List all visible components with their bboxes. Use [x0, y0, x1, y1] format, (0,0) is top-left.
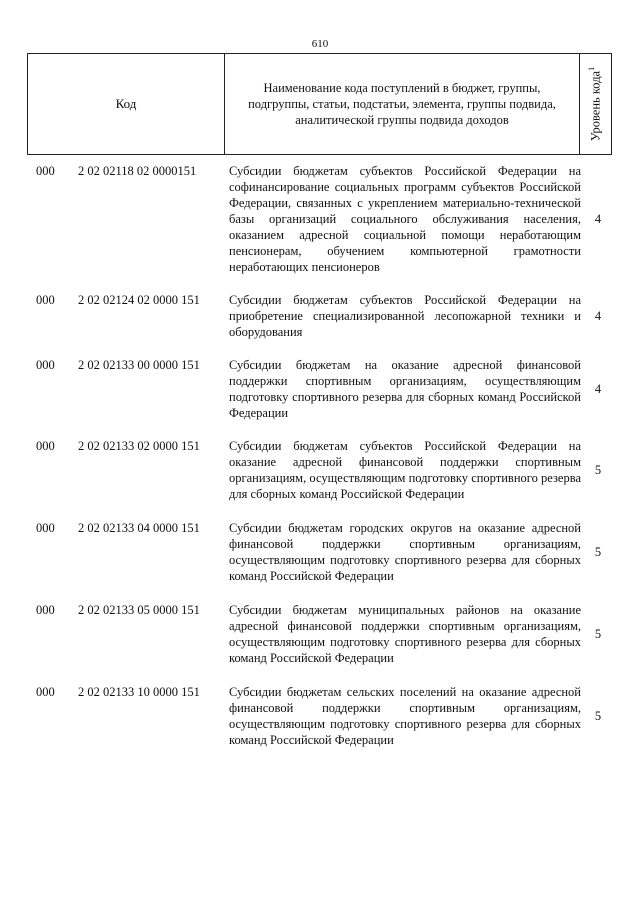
admin-code: 000 [36, 603, 55, 617]
revenue-name: Субсидии бюджетам субъектов Российской Федерации на приобретение специализированной лесопожарной техники и оборудования [229, 293, 581, 339]
header-level-text [587, 67, 603, 141]
admin-code: 000 [36, 685, 55, 699]
header-code: Код [28, 54, 225, 154]
revenue-name: Субсидии бюджетам сельских поселений на оказание адресной финансовой поддержки спортивным организациям, осуществляющим подготовку спортивного резерва для сборных команд Российской Федерации [229, 685, 581, 747]
header-level [580, 54, 611, 154]
code-level: 5 [594, 627, 602, 641]
revenue-code: 2 02 02133 10 0000 151 [78, 685, 200, 699]
revenue-name: Субсидии бюджетам городских округов на оказание адресной финансовой поддержки спортивным организациям, осуществляющим подготовку спортивного резерва для сборных команд Российской Федерации [229, 521, 581, 583]
header-level-footnote: 1 [587, 66, 597, 71]
revenue-code: 2 02 02133 02 0000 151 [78, 439, 200, 453]
code-level: 4 [594, 309, 602, 323]
table-header [27, 53, 612, 155]
page-number: 610 [311, 38, 329, 50]
admin-code: 000 [36, 164, 55, 178]
admin-code: 000 [36, 439, 55, 453]
revenue-name: Субсидии бюджетам субъектов Российской Федерации на оказание адресной финансовой поддержки спортивным организациям, осуществляющим подготовку спортивного резерва для сборных команд Российской Федерации [229, 439, 581, 501]
revenue-code: 2 02 02133 05 0000 151 [78, 603, 200, 617]
code-level: 4 [594, 382, 602, 396]
code-level: 5 [594, 545, 602, 559]
revenue-code: 2 02 02124 02 0000 151 [78, 293, 200, 307]
revenue-name: Субсидии бюджетам на оказание адресной финансовой поддержки спортивным организациям, осуществляющим подготовку спортивного резерва для сборных команд Российской Федерации [229, 358, 581, 420]
revenue-code: 2 02 02133 04 0000 151 [78, 521, 200, 535]
admin-code: 000 [36, 293, 55, 307]
code-level: 5 [594, 463, 602, 477]
revenue-code: 2 02 02118 02 0000151 [78, 164, 197, 178]
header-level-label: Уровень кода [588, 70, 603, 142]
header-name: Наименование кода поступлений в бюджет, группы, подгруппы, статьи, подстатьи, элемента, группы подвида, аналитической группы подвида доходов [225, 54, 580, 154]
admin-code: 000 [36, 521, 55, 535]
code-level: 4 [594, 212, 602, 226]
revenue-code: 2 02 02133 00 0000 151 [78, 358, 200, 372]
admin-code: 000 [36, 358, 55, 372]
code-level: 5 [594, 709, 602, 723]
revenue-name: Субсидии бюджетам субъектов Российской Федерации на софинансирование социальных программ субъектов Российской Федерации, связанных с укреплением материально-технической базы организаций социального обслуживания населения, оказанием адресной социальной помощи неработающим пенсионерам, обучением компьютерной грамотности неработающих пенсионеров [229, 164, 581, 274]
revenue-name: Субсидии бюджетам муниципальных районов на оказание адресной финансовой поддержки спортивным организациям, осуществляющим подготовку спортивного резерва для сборных команд Российской Федерации [229, 603, 581, 665]
